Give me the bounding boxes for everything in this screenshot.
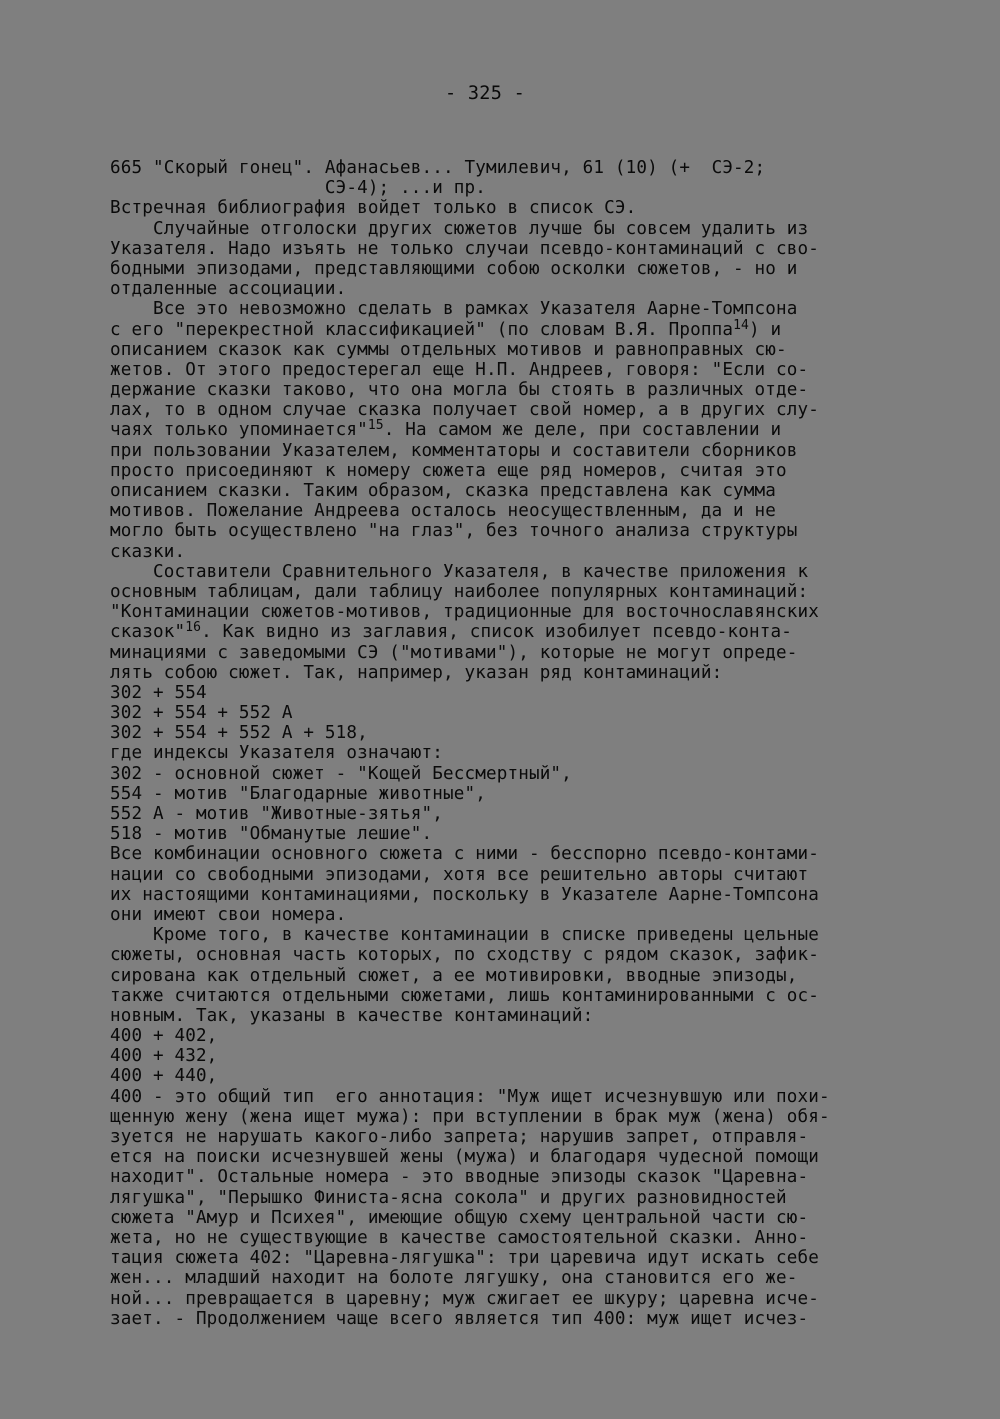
text-line: лах, то в одном случае сказка получает свой номер, а в других слу- bbox=[110, 400, 819, 421]
text-line: минациями с заведомыми СЭ ("мотивами"), которые не могут опреде- bbox=[110, 642, 798, 663]
text-line: чаях только упоминается"$^{15}$. На самом же деле, при составлении и bbox=[110, 418, 782, 441]
text-line: щенную жену (жена ищет мужа): при вступлении в брак муж (жена) обя- bbox=[110, 1106, 830, 1127]
text-line: сюжета "Амур и Психея", имеющие общую схему центральной части сю- bbox=[110, 1207, 809, 1228]
text-line: 518 - мотив "Обманутые лешие". bbox=[110, 824, 433, 845]
text-line: Составители Сравнительного Указателя, в качестве приложения к bbox=[110, 561, 809, 582]
text-line: 400 + 440, bbox=[110, 1066, 218, 1087]
text-line: отдаленные ассоциации. bbox=[110, 279, 347, 300]
text-line: Случайные отголоски других сюжетов лучше бы совсем удалить из bbox=[110, 218, 809, 239]
text-line: находит". Остальные номера - это вводные эпизоды сказок "Царевна- bbox=[110, 1167, 809, 1188]
text-line: 400 - это общий тип его аннотация: "Муж ищет исчезнувшую или похи- bbox=[110, 1086, 830, 1107]
text-line: лять собою сюжет. Так, например, указан ряд контаминаций: bbox=[110, 662, 723, 683]
text-line: 552 А - мотив "Животные-зятья", bbox=[110, 804, 444, 824]
text-line: 400 + 402, bbox=[110, 1026, 218, 1047]
text-line: лягушка", "Перышко Финиста-ясна сокола" и других разновидностей bbox=[110, 1187, 787, 1208]
body-text bbox=[110, 158, 930, 1329]
text-line: зает. - Продолжением чаще всего является тип 400: муж ищет исчез- bbox=[110, 1308, 809, 1329]
text-line: бодными эпизодами, представляющими собою осколки сюжетов, - но и bbox=[110, 258, 798, 279]
text-line: основным таблицам, дали таблицу наиболее популярных контаминаций: bbox=[110, 581, 809, 602]
text-line: нации со свободными эпизодами, хотя все решительно авторы считают bbox=[110, 864, 809, 885]
text-line: 302 + 554 + 552 А + 518, bbox=[110, 723, 368, 744]
text-line: сирована как отдельный сюжет, а ее мотивировки, вводные эпизоды, bbox=[110, 965, 798, 986]
text-line: с его "перекрестной классификацией" (по словам В.Я. Проппа$^{14}$) и bbox=[110, 317, 782, 340]
text-line: могло быть осуществлено "на глаз", без точного анализа структуры bbox=[110, 521, 798, 542]
text-line: тация сюжета 402: "Царевна-лягушка": три царевича идут искать себе bbox=[110, 1248, 819, 1269]
text-line: Все это невозможно сделать в рамках Указателя Аарне-Томпсона bbox=[110, 299, 798, 320]
text-line: описанием сказок как суммы отдельных мотивов и равноправных сю- bbox=[110, 339, 787, 360]
text-line: "Контаминации сюжетов-мотивов, традиционные для восточнославянских bbox=[110, 602, 819, 623]
text-line: при пользовании Указателем, комментаторы и составители сборников bbox=[110, 440, 798, 461]
text-line: жета, но не существующие в качестве самостоятельной сказки. Анно- bbox=[110, 1227, 809, 1248]
text-line: Все комбинации основного сюжета с ними - бесспорно псевдо-контами- bbox=[110, 844, 819, 865]
text-line: также считаются отдельными сюжетами, лишь контаминированными с ос- bbox=[110, 985, 819, 1006]
page-number: - 325 - bbox=[444, 83, 526, 104]
text-line: Встречная библиография войдет только в список СЭ. bbox=[110, 198, 637, 219]
text-line: сюжеты, основная часть которых, по сходству с рядом сказок, зафик- bbox=[110, 945, 819, 966]
text-line: они имеют свои номера. bbox=[110, 904, 347, 925]
text-line: 302 - основной сюжет - "Кощей Бессмертный", bbox=[110, 763, 572, 784]
text-line: Кроме того, в качестве контаминации в списке приведены цельные bbox=[110, 925, 819, 946]
text-line: где индексы Указателя означают: bbox=[110, 743, 444, 764]
text-line: Указателя. Надо изъять не только случаи псевдо-контаминаций с сво- bbox=[110, 238, 819, 259]
footnote-ref: 14 bbox=[733, 317, 750, 333]
text-line: описанием сказки. Таким образом, сказка представлена как сумма bbox=[110, 481, 777, 501]
text-line: зуется не нарушать какого-либо запрета; нарушив запрет, отправля- bbox=[110, 1127, 809, 1147]
text-line: ной... превращается в царевну; муж сжигает ее шкуру; царевна исче- bbox=[110, 1288, 819, 1309]
text-line: сказок"$^{16}$. Как видно из заглавия, список изобилует псевдо-конта- bbox=[110, 620, 792, 643]
footnote-ref: 16 bbox=[185, 620, 202, 636]
text-line: жетов. От этого предостерегал еще Н.П. Андреев, говоря: "Если со- bbox=[110, 359, 809, 380]
text-line: СЭ-4); ...и пр. bbox=[110, 178, 486, 199]
text-line: 554 - мотив "Благодарные животные", bbox=[110, 783, 486, 804]
text-line: жен... младший находит на болоте лягушку, она становится его же- bbox=[110, 1268, 798, 1289]
text-line: сказки. bbox=[110, 541, 186, 562]
text-line: просто присоединяют к номеру сюжета еще ряд номеров, считая это bbox=[110, 460, 787, 481]
text-line: держание сказки таково, что она могла бы стоять в различных отде- bbox=[110, 380, 809, 401]
text-line: мотивов. Пожелание Андреева осталось неосуществленным, да и не bbox=[110, 501, 777, 522]
text-line: 400 + 432, bbox=[110, 1046, 218, 1067]
text-line: 302 + 554 + 552 А bbox=[110, 703, 293, 724]
text-line: ется на поиски исчезнувшей жены (мужа) и благодаря чудесной помощи bbox=[110, 1147, 819, 1168]
text-line: их настоящими контаминациями, поскольку в Указателе Аарне-Томпсона bbox=[110, 884, 819, 905]
text-line: 665 "Скорый гонец". Афанасьев... Тумилевич, 61 (10) (+ СЭ-2; bbox=[110, 158, 766, 178]
text-line: 302 + 554 bbox=[110, 682, 207, 703]
footnote-ref: 15 bbox=[367, 418, 384, 434]
text-line: новным. Так, указаны в качестве контаминаций: bbox=[110, 1005, 594, 1026]
